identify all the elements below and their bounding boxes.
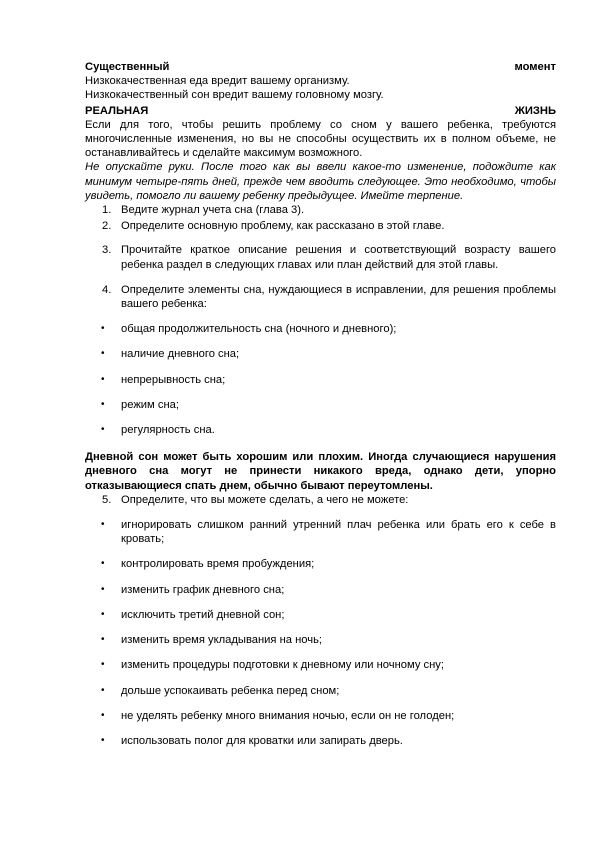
bullet-text: непрерывность сна;	[121, 373, 226, 386]
bullet-glyph: •	[101, 709, 105, 721]
bullet-text: общая продолжительность сна (ночного и дневного);	[121, 323, 397, 336]
bullet-item	[85, 608, 556, 622]
bullet-glyph: •	[101, 348, 105, 360]
bold-paragraph: Дневной сон может быть хорошим или плохим. Иногда случающиеся нарушения дневного сна могут не принести никакого вреда, однако дети, упорно отказывающиеся спать днем, обычно бывают переутомлены.	[85, 451, 556, 492]
step-item	[85, 203, 556, 217]
bullet-text: изменить график дневного сна;	[121, 583, 285, 596]
bullet-text: контролировать время пробуждения;	[121, 558, 315, 571]
step-item	[85, 493, 556, 507]
step-text: Ведите журнал учета сна (глава 3).	[121, 204, 305, 217]
bullet-item	[85, 557, 556, 571]
bullet-item	[85, 734, 556, 748]
bullet-glyph: •	[101, 398, 105, 410]
steps-list	[85, 203, 556, 311]
bullet-text: режим сна;	[121, 398, 179, 411]
bullet-text: регулярность сна.	[121, 424, 215, 437]
bullet-item	[85, 322, 556, 336]
step-item	[85, 243, 556, 271]
bullet-text: изменить время укладывания на ночь;	[121, 634, 323, 647]
step-number: 5.	[102, 493, 112, 506]
bullet-text: наличие дневного сна;	[121, 348, 240, 361]
step-text: Определите основную проблему, как рассказано в этой главе.	[121, 220, 445, 233]
step-text: Определите, что вы можете сделать, а чего не можете:	[121, 493, 409, 506]
bullet-item	[85, 347, 556, 361]
sleep-elements-list	[85, 322, 556, 437]
bullet-glyph: •	[101, 558, 105, 570]
bullet-glyph: •	[101, 424, 105, 436]
step-number: 1.	[102, 204, 112, 217]
bullet-item	[85, 633, 556, 647]
bullet-glyph: •	[101, 634, 105, 646]
heading-left: Существенный	[85, 61, 170, 73]
bullet-text: дольше успокаивать ребенка перед сном;	[121, 684, 340, 697]
bullet-glyph: •	[101, 323, 105, 335]
heading-right: момент	[514, 61, 556, 73]
bullet-text: игнорировать слишком ранний утренний плач ребенка или брать его к себе в кровать;	[121, 519, 556, 546]
bullet-glyph: •	[101, 684, 105, 696]
heading-right: ЖИЗНЬ	[514, 104, 556, 117]
bullet-item	[85, 398, 556, 412]
document-page	[85, 60, 556, 748]
bullet-glyph: •	[101, 519, 105, 531]
bullet-item	[85, 709, 556, 723]
bullet-glyph: •	[101, 583, 105, 595]
bullet-item	[85, 423, 556, 437]
bullet-text: не уделять ребенку много внимания ночью, если он не голоден;	[121, 709, 455, 722]
step-number: 4.	[102, 283, 112, 296]
step-item	[85, 219, 556, 233]
italic-paragraph: Не опускайте руки. После того как вы ввели какое-то изменение, подождите как минимум четыре-пять дней, прежде чем вводить следующее. Это необходимо, чтобы увидеть, помогло ли вашему ребенку предыдущее. Имейте терпение.	[85, 161, 556, 202]
actions-list	[85, 518, 556, 748]
step-text: Прочитайте краткое описание решения и соответствующий возрасту вашего ребенка раздел в следующих главах или план действий для этой главы.	[121, 244, 556, 271]
section-heading-important	[85, 60, 556, 74]
step-item	[85, 283, 556, 311]
bullet-item	[85, 373, 556, 387]
bullet-item	[85, 518, 556, 546]
bullet-item	[85, 658, 556, 672]
step-text: Определите элементы сна, нуждающиеся в исправлении, для решения проблемы вашего ребенка:	[121, 283, 556, 311]
bullet-glyph: •	[101, 373, 105, 385]
section-heading-real-life	[85, 104, 556, 118]
bullet-glyph: •	[101, 608, 105, 620]
step-number: 2.	[102, 220, 112, 233]
body-paragraph: Если для того, чтобы решить проблему со сном у вашего ребенка, требуются многочисленные изменения, но вы не способны осуществить их в полном объеме, не останавливайтесь и сделайте максимум возможного.	[85, 118, 556, 160]
step-number: 3.	[102, 244, 112, 257]
text-line: Низкокачественный сон вредит вашему головному мозгу.	[85, 89, 384, 102]
bullet-text: использовать полог для кроватки или запирать дверь.	[121, 734, 403, 747]
bullet-glyph: •	[101, 734, 105, 746]
bullet-glyph: •	[101, 659, 105, 671]
bullet-item	[85, 583, 556, 597]
steps-list-continued	[85, 493, 556, 507]
heading-left: РЕАЛЬНАЯ	[85, 104, 149, 117]
bullet-text: исключить третий дневной сон;	[121, 608, 285, 621]
bullet-text: изменить процедуры подготовки к дневному или ночному сну;	[121, 659, 444, 672]
bullet-item	[85, 684, 556, 698]
text-line: Низкокачественная еда вредит вашему организму.	[85, 75, 350, 88]
